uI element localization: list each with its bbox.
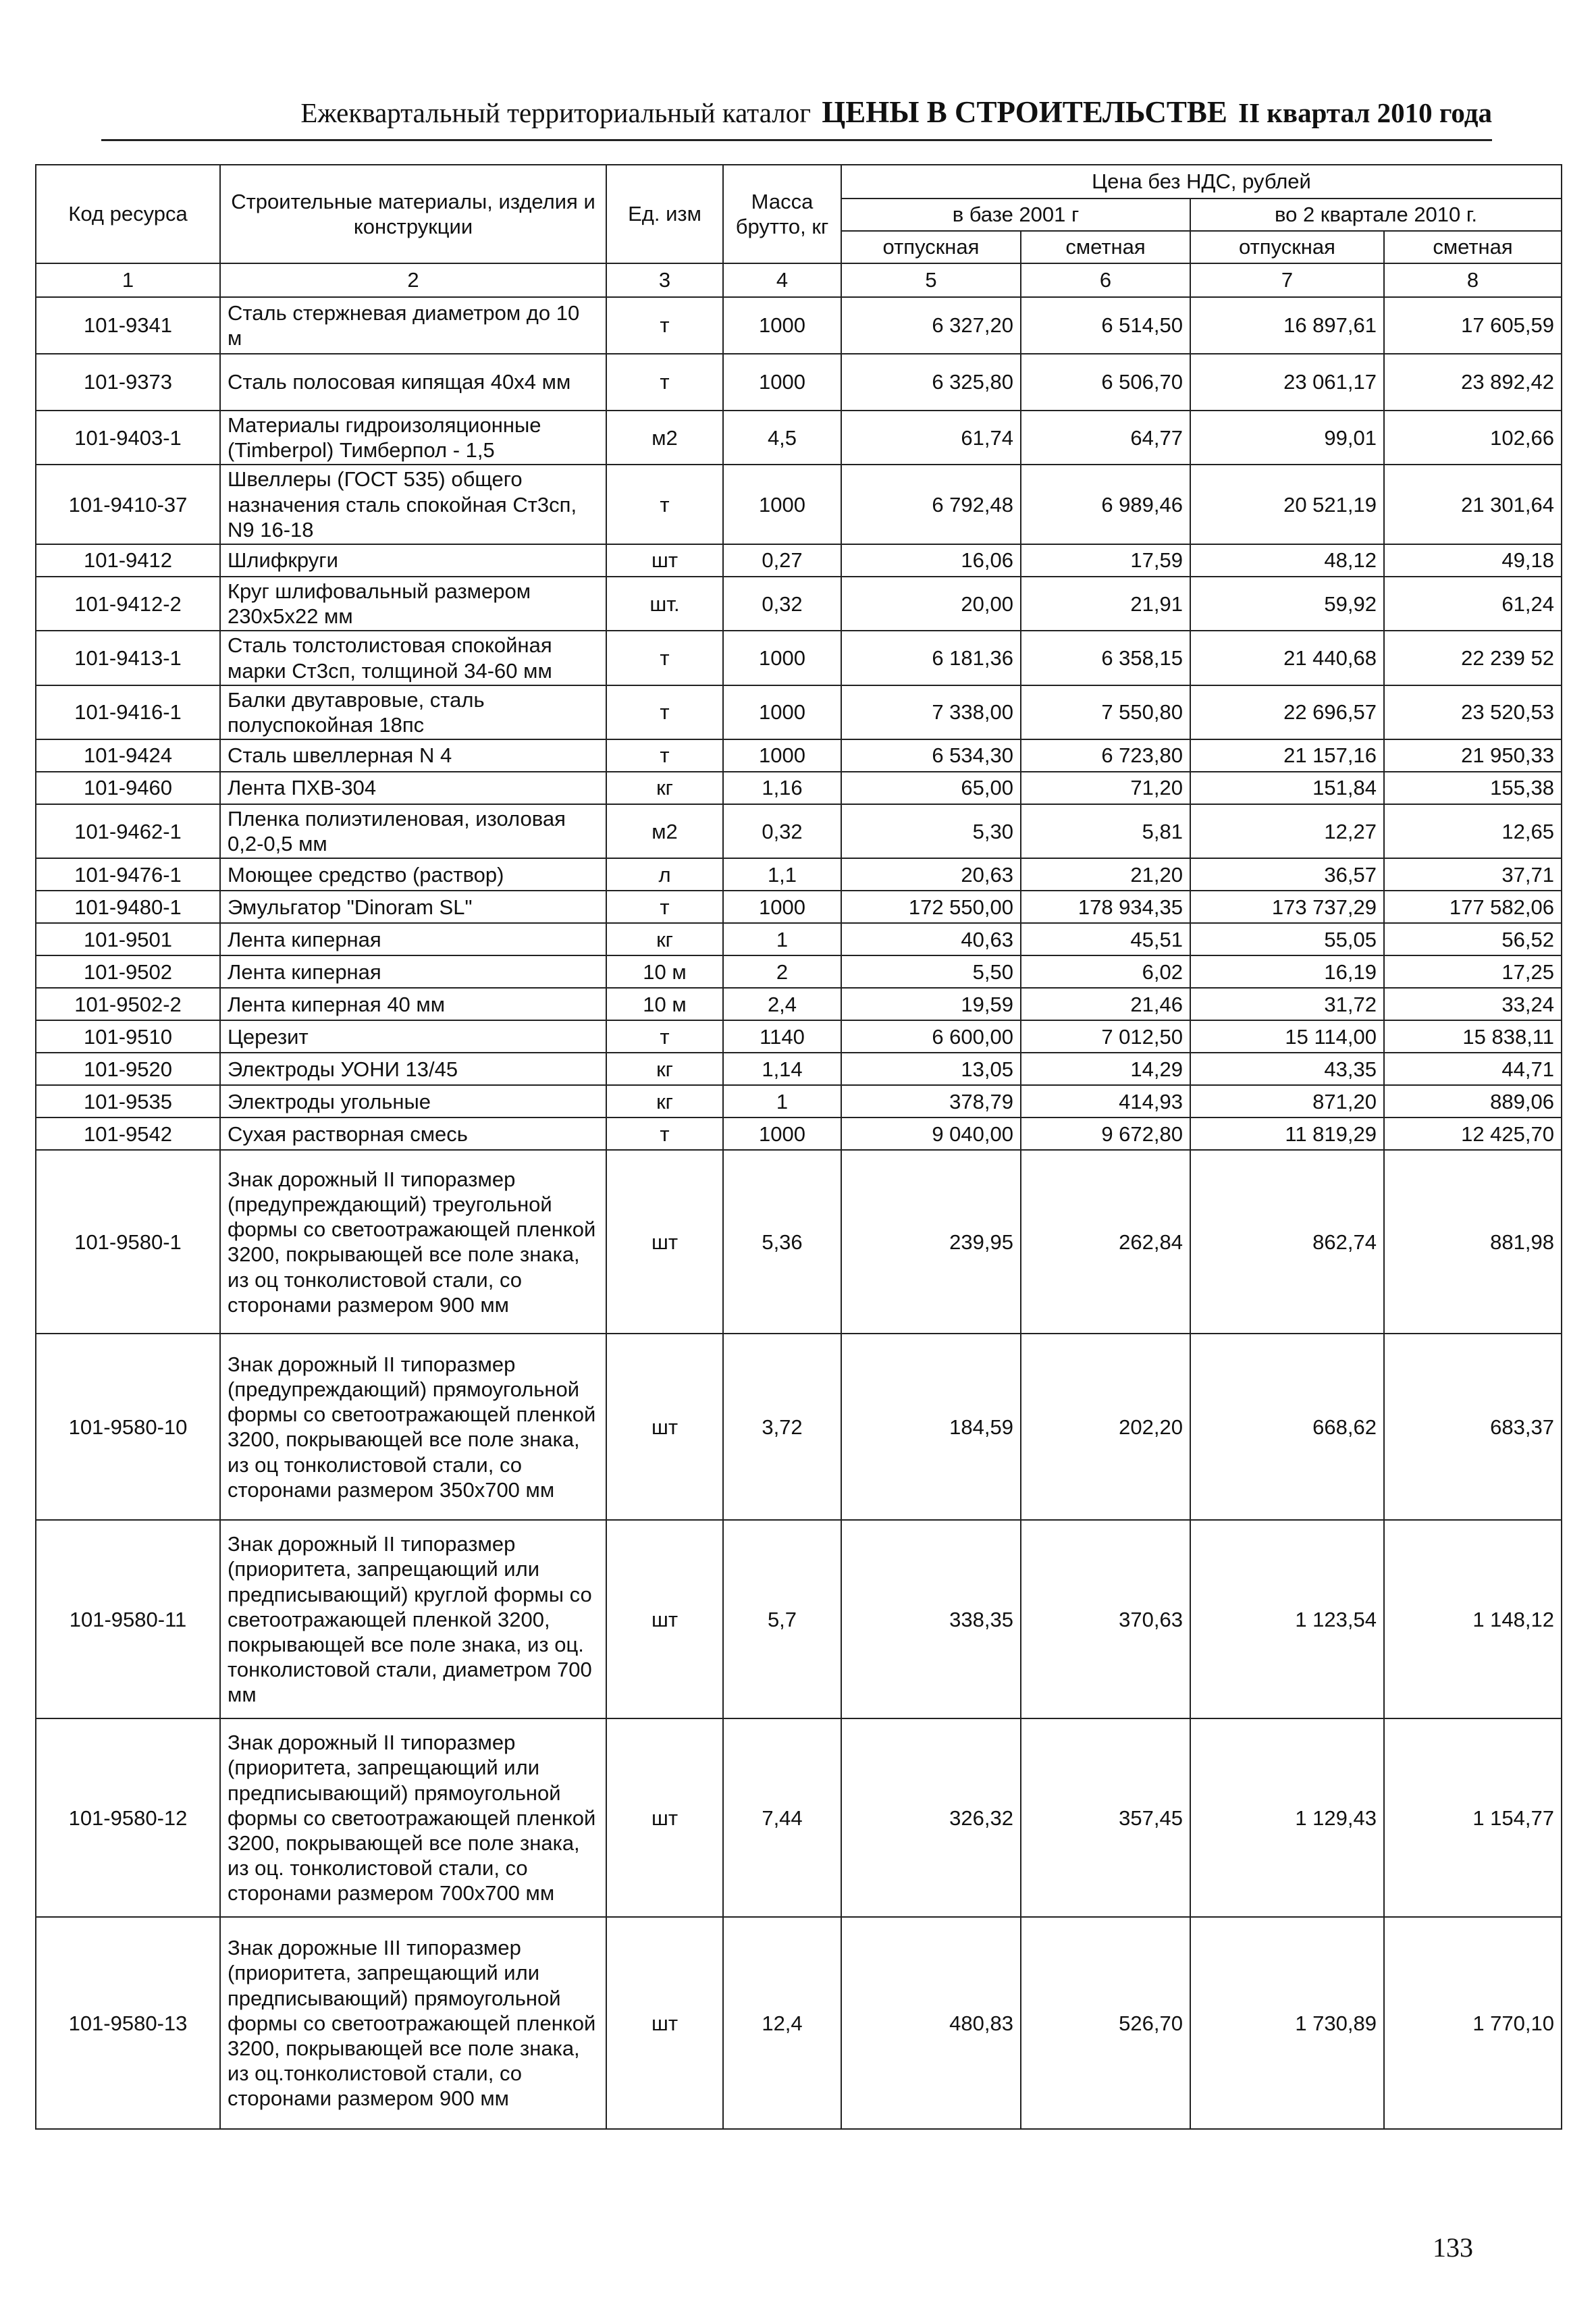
cell-mass: 1000 <box>723 739 841 772</box>
cell-release-2001: 184,59 <box>841 1334 1021 1520</box>
header-divider <box>101 139 1492 141</box>
cell-estimate-2001: 71,20 <box>1021 772 1190 804</box>
cell-mass: 5,7 <box>723 1520 841 1718</box>
cell-release-2010: 151,84 <box>1190 772 1384 804</box>
table-row <box>36 1117 1562 1150</box>
table-row <box>36 1520 1562 1718</box>
table-row <box>36 772 1562 804</box>
cell-unit: м2 <box>606 411 723 465</box>
cell-code: 101-9410-37 <box>36 465 220 544</box>
cell-name: Знак дорожный II типоразмер (предупреждающий) прямоугольной формы со светоотражающей пленкой 3200, покрывающей все поле знака, из оц тонколистовой стали, со сторонами размером 350х700 мм <box>220 1334 606 1520</box>
cell-release-2001: 5,30 <box>841 804 1021 858</box>
cell-unit: т <box>606 631 723 685</box>
header-estimate-2010: сметная <box>1384 231 1562 263</box>
column-number: 2 <box>220 263 606 297</box>
cell-mass: 5,36 <box>723 1150 841 1334</box>
cell-estimate-2010: 17 605,59 <box>1384 297 1562 354</box>
cell-estimate-2001: 7 550,80 <box>1021 685 1190 739</box>
cell-release-2010: 173 737,29 <box>1190 891 1384 923</box>
cell-estimate-2010: 17,25 <box>1384 955 1562 988</box>
header-price-group: Цена без НДС, рублей <box>841 165 1562 199</box>
cell-estimate-2010: 12 425,70 <box>1384 1117 1562 1150</box>
cell-release-2010: 99,01 <box>1190 411 1384 465</box>
cell-release-2010: 16 897,61 <box>1190 297 1384 354</box>
cell-estimate-2010: 44,71 <box>1384 1053 1562 1085</box>
cell-estimate-2001: 7 012,50 <box>1021 1020 1190 1053</box>
cell-release-2010: 59,92 <box>1190 577 1384 631</box>
table-row <box>36 988 1562 1020</box>
table-row <box>36 1085 1562 1117</box>
cell-estimate-2001: 5,81 <box>1021 804 1190 858</box>
cell-estimate-2001: 262,84 <box>1021 1150 1190 1334</box>
cell-estimate-2010: 1 770,10 <box>1384 1917 1562 2129</box>
column-number: 6 <box>1021 263 1190 297</box>
cell-mass: 1000 <box>723 354 841 411</box>
cell-unit: шт <box>606 1917 723 2129</box>
cell-code: 101-9580-12 <box>36 1718 220 1917</box>
column-number: 3 <box>606 263 723 297</box>
cell-unit: кг <box>606 772 723 804</box>
cell-release-2001: 326,32 <box>841 1718 1021 1917</box>
column-number: 1 <box>36 263 220 297</box>
cell-mass: 1 <box>723 923 841 955</box>
cell-estimate-2010: 23 892,42 <box>1384 354 1562 411</box>
cell-mass: 1000 <box>723 465 841 544</box>
header-estimate-2001: сметная <box>1021 231 1190 263</box>
cell-mass: 3,72 <box>723 1334 841 1520</box>
cell-estimate-2010: 1 154,77 <box>1384 1718 1562 1917</box>
cell-release-2010: 862,74 <box>1190 1150 1384 1334</box>
cell-release-2010: 871,20 <box>1190 1085 1384 1117</box>
cell-estimate-2010: 56,52 <box>1384 923 1562 955</box>
cell-release-2001: 6 600,00 <box>841 1020 1021 1053</box>
cell-release-2010: 22 696,57 <box>1190 685 1384 739</box>
table-row <box>36 1020 1562 1053</box>
cell-mass: 2,4 <box>723 988 841 1020</box>
cell-estimate-2010: 37,71 <box>1384 858 1562 891</box>
cell-code: 101-9502 <box>36 955 220 988</box>
cell-code: 101-9412-2 <box>36 577 220 631</box>
cell-estimate-2010: 12,65 <box>1384 804 1562 858</box>
cell-estimate-2001: 357,45 <box>1021 1718 1190 1917</box>
cell-release-2001: 239,95 <box>841 1150 1021 1334</box>
cell-name: Круг шлифовальный размером 230х5х22 мм <box>220 577 606 631</box>
cell-name: Знак дорожный II типоразмер (предупреждающий) треугольной формы со светоотражающей пленкой 3200, покрывающей все поле знака, из оц тонколистовой стали, со сторонами размером 900 мм <box>220 1150 606 1334</box>
cell-release-2010: 36,57 <box>1190 858 1384 891</box>
cell-estimate-2010: 15 838,11 <box>1384 1020 1562 1053</box>
cell-mass: 1 <box>723 1085 841 1117</box>
cell-code: 101-9403-1 <box>36 411 220 465</box>
cell-release-2010: 668,62 <box>1190 1334 1384 1520</box>
cell-estimate-2010: 1 148,12 <box>1384 1520 1562 1718</box>
cell-release-2001: 16,06 <box>841 544 1021 577</box>
column-number: 5 <box>841 263 1021 297</box>
cell-unit: кг <box>606 923 723 955</box>
cell-code: 101-9476-1 <box>36 858 220 891</box>
cell-estimate-2010: 61,24 <box>1384 577 1562 631</box>
cell-release-2010: 12,27 <box>1190 804 1384 858</box>
cell-name: Моющее средство (раствор) <box>220 858 606 891</box>
cell-name: Сталь полосовая кипящая 40х4 мм <box>220 354 606 411</box>
cell-release-2010: 1 730,89 <box>1190 1917 1384 2129</box>
cell-release-2001: 65,00 <box>841 772 1021 804</box>
cell-estimate-2001: 17,59 <box>1021 544 1190 577</box>
cell-code: 101-9501 <box>36 923 220 955</box>
cell-release-2001: 19,59 <box>841 988 1021 1020</box>
cell-estimate-2010: 683,37 <box>1384 1334 1562 1520</box>
cell-release-2010: 11 819,29 <box>1190 1117 1384 1150</box>
cell-name: Электроды угольные <box>220 1085 606 1117</box>
column-number: 7 <box>1190 263 1384 297</box>
cell-code: 101-9373 <box>36 354 220 411</box>
cell-mass: 1000 <box>723 891 841 923</box>
cell-estimate-2010: 881,98 <box>1384 1150 1562 1334</box>
cell-estimate-2001: 6 358,15 <box>1021 631 1190 685</box>
cell-release-2001: 6 327,20 <box>841 297 1021 354</box>
header-release-2010: отпускная <box>1190 231 1384 263</box>
cell-release-2010: 20 521,19 <box>1190 465 1384 544</box>
table-row <box>36 411 1562 465</box>
cell-name: Церезит <box>220 1020 606 1053</box>
cell-unit: т <box>606 465 723 544</box>
cell-unit: шт <box>606 1150 723 1334</box>
cell-release-2010: 15 114,00 <box>1190 1020 1384 1053</box>
cell-release-2010: 23 061,17 <box>1190 354 1384 411</box>
cell-unit: т <box>606 685 723 739</box>
table-row <box>36 739 1562 772</box>
header-release-2001: отпускная <box>841 231 1021 263</box>
cell-name: Лента киперная <box>220 955 606 988</box>
cell-name: Лента киперная 40 мм <box>220 988 606 1020</box>
cell-mass: 1000 <box>723 1117 841 1150</box>
price-table <box>35 164 1562 2130</box>
page-number: 133 <box>1433 2232 1473 2263</box>
cell-mass: 1000 <box>723 685 841 739</box>
cell-code: 101-9510 <box>36 1020 220 1053</box>
cell-release-2010: 1 123,54 <box>1190 1520 1384 1718</box>
cell-estimate-2010: 889,06 <box>1384 1085 1562 1117</box>
cell-release-2010: 48,12 <box>1190 544 1384 577</box>
cell-mass: 4,5 <box>723 411 841 465</box>
cell-estimate-2001: 370,63 <box>1021 1520 1190 1718</box>
cell-release-2010: 1 129,43 <box>1190 1718 1384 1917</box>
table-row <box>36 955 1562 988</box>
cell-name: Материалы гидроизоляционные (Timberpol) Тимберпол - 1,5 <box>220 411 606 465</box>
cell-unit: л <box>606 858 723 891</box>
cell-mass: 12,4 <box>723 1917 841 2129</box>
cell-release-2001: 20,63 <box>841 858 1021 891</box>
header-base-2001: в базе 2001 г <box>841 199 1190 231</box>
catalog-name: ЦЕНЫ В СТРОИТЕЛЬСТВЕ <box>822 95 1227 129</box>
cell-estimate-2001: 6,02 <box>1021 955 1190 988</box>
cell-name: Знак дорожный II типоразмер (приоритета, запрещающий или предписывающий) круглой формы со светоотражающей пленкой 3200, покрывающей все поле знака, из оц. тонколистовой стали, диаметром 700 мм <box>220 1520 606 1718</box>
table-row <box>36 1917 1562 2129</box>
column-number: 4 <box>723 263 841 297</box>
cell-code: 101-9580-11 <box>36 1520 220 1718</box>
table-row <box>36 354 1562 411</box>
cell-unit: шт <box>606 1718 723 1917</box>
cell-estimate-2010: 21 301,64 <box>1384 465 1562 544</box>
cell-name: Сталь толстолистовая спокойная марки Ст3сп, толщиной 34-60 мм <box>220 631 606 685</box>
cell-release-2001: 6 325,80 <box>841 354 1021 411</box>
cell-estimate-2010: 22 239 52 <box>1384 631 1562 685</box>
cell-mass: 0,27 <box>723 544 841 577</box>
cell-name: Сухая растворная смесь <box>220 1117 606 1150</box>
cell-release-2001: 6 181,36 <box>841 631 1021 685</box>
cell-release-2001: 40,63 <box>841 923 1021 955</box>
table-row <box>36 1150 1562 1334</box>
column-number: 8 <box>1384 263 1562 297</box>
cell-release-2001: 5,50 <box>841 955 1021 988</box>
cell-release-2001: 6 792,48 <box>841 465 1021 544</box>
cell-estimate-2010: 21 950,33 <box>1384 739 1562 772</box>
cell-mass: 2 <box>723 955 841 988</box>
cell-code: 101-9520 <box>36 1053 220 1085</box>
table-row <box>36 923 1562 955</box>
cell-unit: кг <box>606 1085 723 1117</box>
cell-release-2001: 378,79 <box>841 1085 1021 1117</box>
cell-estimate-2001: 526,70 <box>1021 1917 1190 2129</box>
cell-unit: шт. <box>606 577 723 631</box>
cell-name: Знак дорожные III типоразмер (приоритета, запрещающий или предписывающий) прямоугольной формы со светоотражающей пленкой 3200, покрывающей все поле знака, из оц.тонколистовой стали, со сторонами размером 900 мм <box>220 1917 606 2129</box>
cell-unit: кг <box>606 1053 723 1085</box>
table-row <box>36 1334 1562 1520</box>
cell-mass: 1000 <box>723 297 841 354</box>
catalog-prefix: Ежеквартальный территориальный каталог <box>300 97 812 128</box>
cell-name: Балки двутавровые, сталь полуспокойная 18пс <box>220 685 606 739</box>
cell-code: 101-9502-2 <box>36 988 220 1020</box>
cell-release-2001: 61,74 <box>841 411 1021 465</box>
cell-mass: 0,32 <box>723 804 841 858</box>
header-q2-2010: во 2 квартале 2010 г. <box>1190 199 1562 231</box>
cell-unit: т <box>606 297 723 354</box>
cell-estimate-2010: 102,66 <box>1384 411 1562 465</box>
cell-release-2010: 55,05 <box>1190 923 1384 955</box>
header-mass: Масса брутто, кг <box>723 165 841 263</box>
cell-estimate-2001: 414,93 <box>1021 1085 1190 1117</box>
cell-mass: 1000 <box>723 631 841 685</box>
cell-name: Шлифкруги <box>220 544 606 577</box>
cell-unit: 10 м <box>606 955 723 988</box>
cell-release-2001: 20,00 <box>841 577 1021 631</box>
cell-estimate-2001: 21,46 <box>1021 988 1190 1020</box>
cell-mass: 1,1 <box>723 858 841 891</box>
table-row <box>36 891 1562 923</box>
cell-name: Пленка полиэтиленовая, изоловая 0,2-0,5 мм <box>220 804 606 858</box>
cell-estimate-2001: 6 514,50 <box>1021 297 1190 354</box>
cell-code: 101-9462-1 <box>36 804 220 858</box>
header-name: Строительные материалы, изделия и конструкции <box>220 165 606 263</box>
cell-estimate-2010: 49,18 <box>1384 544 1562 577</box>
cell-name: Сталь швеллерная N 4 <box>220 739 606 772</box>
cell-estimate-2001: 21,20 <box>1021 858 1190 891</box>
cell-release-2001: 9 040,00 <box>841 1117 1021 1150</box>
cell-code: 101-9480-1 <box>36 891 220 923</box>
table-row <box>36 1718 1562 1917</box>
cell-name: Сталь стержневая диаметром до 10 м <box>220 297 606 354</box>
cell-code: 101-9416-1 <box>36 685 220 739</box>
cell-unit: 10 м <box>606 988 723 1020</box>
cell-estimate-2001: 178 934,35 <box>1021 891 1190 923</box>
cell-name: Лента киперная <box>220 923 606 955</box>
cell-mass: 1,14 <box>723 1053 841 1085</box>
cell-estimate-2010: 23 520,53 <box>1384 685 1562 739</box>
cell-unit: шт <box>606 544 723 577</box>
cell-estimate-2001: 64,77 <box>1021 411 1190 465</box>
cell-name: Лента ПХВ-304 <box>220 772 606 804</box>
cell-release-2010: 16,19 <box>1190 955 1384 988</box>
table-row <box>36 858 1562 891</box>
cell-estimate-2010: 33,24 <box>1384 988 1562 1020</box>
cell-release-2010: 43,35 <box>1190 1053 1384 1085</box>
cell-unit: т <box>606 891 723 923</box>
cell-unit: шт <box>606 1520 723 1718</box>
header-unit: Ед. изм <box>606 165 723 263</box>
cell-code: 101-9580-10 <box>36 1334 220 1520</box>
cell-estimate-2001: 6 723,80 <box>1021 739 1190 772</box>
cell-code: 101-9341 <box>36 297 220 354</box>
cell-unit: т <box>606 739 723 772</box>
table-row <box>36 544 1562 577</box>
cell-estimate-2010: 177 582,06 <box>1384 891 1562 923</box>
cell-name: Эмульгатор "Dinoram SL" <box>220 891 606 923</box>
cell-release-2001: 7 338,00 <box>841 685 1021 739</box>
cell-estimate-2001: 6 989,46 <box>1021 465 1190 544</box>
cell-release-2010: 21 157,16 <box>1190 739 1384 772</box>
cell-code: 101-9413-1 <box>36 631 220 685</box>
cell-release-2001: 6 534,30 <box>841 739 1021 772</box>
cell-release-2010: 21 440,68 <box>1190 631 1384 685</box>
cell-name: Электроды УОНИ 13/45 <box>220 1053 606 1085</box>
cell-mass: 7,44 <box>723 1718 841 1917</box>
cell-release-2001: 480,83 <box>841 1917 1021 2129</box>
cell-release-2001: 172 550,00 <box>841 891 1021 923</box>
table-row <box>36 297 1562 354</box>
cell-code: 101-9424 <box>36 739 220 772</box>
cell-unit: шт <box>606 1334 723 1520</box>
cell-estimate-2001: 9 672,80 <box>1021 1117 1190 1150</box>
cell-mass: 1,16 <box>723 772 841 804</box>
cell-name: Знак дорожный II типоразмер (приоритета, запрещающий или предписывающий) прямоугольной формы со светоотражающей пленкой 3200, покрывающей все поле знака, из оц. тонколистовой стали, со сторонами размером 700х700 мм <box>220 1718 606 1917</box>
cell-name: Швеллеры (ГОСТ 535) общего назначения сталь спокойная Ст3сп, N9 16-18 <box>220 465 606 544</box>
cell-mass: 1140 <box>723 1020 841 1053</box>
table-row <box>36 465 1562 544</box>
table-row <box>36 577 1562 631</box>
cell-unit: т <box>606 1020 723 1053</box>
cell-code: 101-9535 <box>36 1085 220 1117</box>
table-row <box>36 685 1562 739</box>
cell-unit: т <box>606 1117 723 1150</box>
cell-estimate-2001: 21,91 <box>1021 577 1190 631</box>
cell-unit: т <box>606 354 723 411</box>
column-number-row <box>36 263 1562 297</box>
page-header <box>101 95 1492 130</box>
cell-estimate-2010: 155,38 <box>1384 772 1562 804</box>
cell-unit: м2 <box>606 804 723 858</box>
catalog-period: II квартал 2010 года <box>1238 97 1492 128</box>
cell-mass: 0,32 <box>723 577 841 631</box>
cell-estimate-2001: 14,29 <box>1021 1053 1190 1085</box>
cell-release-2010: 31,72 <box>1190 988 1384 1020</box>
table-row <box>36 804 1562 858</box>
cell-release-2001: 338,35 <box>841 1520 1021 1718</box>
cell-code: 101-9460 <box>36 772 220 804</box>
cell-release-2001: 13,05 <box>841 1053 1021 1085</box>
cell-code: 101-9412 <box>36 544 220 577</box>
cell-code: 101-9580-13 <box>36 1917 220 2129</box>
cell-estimate-2001: 45,51 <box>1021 923 1190 955</box>
table-row <box>36 631 1562 685</box>
table-row <box>36 1053 1562 1085</box>
header-code: Код ресурса <box>36 165 220 263</box>
cell-code: 101-9542 <box>36 1117 220 1150</box>
cell-estimate-2001: 202,20 <box>1021 1334 1190 1520</box>
cell-code: 101-9580-1 <box>36 1150 220 1334</box>
cell-estimate-2001: 6 506,70 <box>1021 354 1190 411</box>
